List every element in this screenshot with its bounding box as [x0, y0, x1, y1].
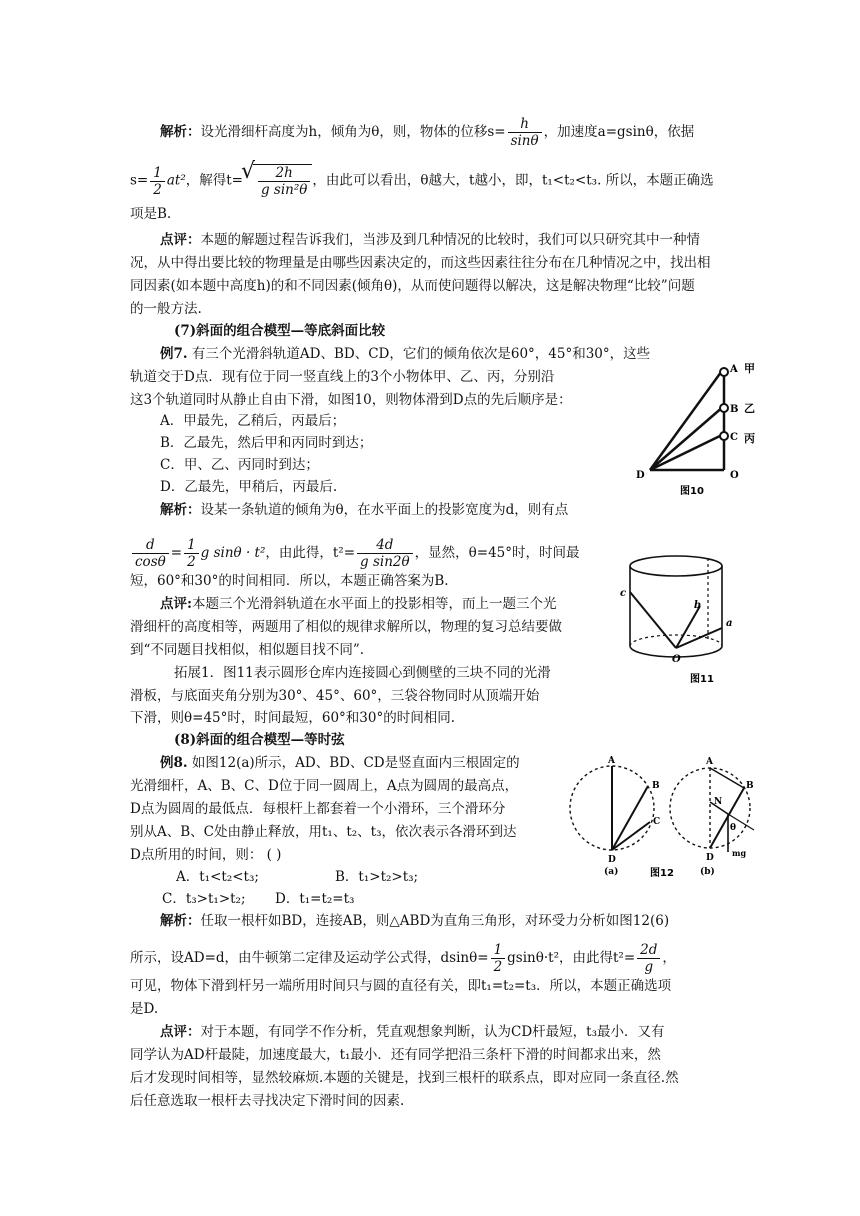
- solution6-line3: 项是B.: [130, 206, 172, 222]
- option-d: D．乙最先，甲稍后，丙最后.: [160, 479, 338, 495]
- solution6-line1: [160, 116, 760, 149]
- formula: g sinθ · t²: [200, 545, 266, 561]
- option-c: C．甲、乙、丙同时到达；: [160, 457, 319, 473]
- label: 例8.: [160, 755, 188, 771]
- denominator: g sin2θ: [360, 554, 410, 570]
- solution7-line1: [160, 499, 760, 521]
- section-heading-7: (7)斜面的组合模型—等底斜面比较: [174, 323, 386, 339]
- numerator: 1: [150, 165, 165, 182]
- label-B-b: B: [746, 781, 754, 791]
- label-A-a: A: [608, 756, 615, 766]
- label-c: c: [620, 588, 627, 599]
- label-D: D: [636, 470, 645, 481]
- option-b: B．t₁>t₂>t₃;: [335, 869, 419, 885]
- text: 如图12(a)所示，AD、BD、CD是竖直面内三根固定的: [191, 755, 520, 771]
- label-a: a: [726, 618, 733, 629]
- solution8-line4: 是D.: [130, 1001, 159, 1017]
- label: 点评:: [160, 596, 192, 612]
- denominator: g sin²θ: [260, 182, 308, 198]
- text: ，显然，θ=45°时，时间最: [414, 545, 580, 561]
- figure-11-caption: 图11: [690, 674, 714, 685]
- object-bing: [720, 432, 728, 440]
- label-B-a: B: [652, 781, 660, 791]
- figure-10: [628, 358, 760, 498]
- label-yi: 乙: [744, 402, 755, 415]
- numerator: 4d: [357, 537, 413, 554]
- denominator: 2: [187, 554, 196, 570]
- comment6-line4: 的一般方法.: [130, 301, 202, 317]
- text: 设某一条轨道的倾角为θ，在水平面上的投影宽度为d，则有点: [200, 502, 569, 518]
- label: 解析：: [160, 124, 201, 140]
- label-N: N: [714, 797, 723, 807]
- figure-11: [618, 546, 748, 688]
- rod-BD-a: [612, 786, 648, 850]
- label-O: O: [730, 470, 739, 481]
- sublabel-b: (b): [700, 867, 715, 877]
- sublabel-a: (a): [604, 867, 619, 877]
- numerator: 2d: [637, 942, 660, 959]
- denominator: cosθ: [135, 554, 166, 570]
- text: ，由此得，t²=: [265, 545, 356, 561]
- chord-AB-b: [710, 768, 744, 788]
- text: 本题的解题过程告诉我们，当涉及到几种情况的比较时，我们可以只研究其中一种情: [200, 232, 700, 248]
- comment6-line1: [160, 229, 760, 251]
- text: ，解得t=: [185, 172, 243, 189]
- solution8-line2: [130, 942, 730, 975]
- label: 解析：: [160, 913, 201, 929]
- formula: at²: [166, 172, 186, 189]
- text: gsinθ·t²，由此得t²=: [507, 950, 636, 966]
- comment8-line2: 同学认为AD杆最陡，加速度最大，t₁最小．还有同学把沿三条杆下滑的时间都求出来，然: [130, 1047, 661, 1063]
- text: ，由此可以看出，θ越大，t越小，即，t₁<t₂<t₃. 所以，本题正确选: [312, 172, 714, 189]
- fraction: [637, 942, 660, 975]
- board-c: [630, 592, 676, 648]
- comment8-line4: 后任意选取一根杆去寻找决定下滑时间的因素.: [130, 1093, 405, 1109]
- label: 解析：: [160, 502, 201, 518]
- label-A: A: [730, 364, 738, 375]
- example8-line5: D点所用的时间，则： ( ): [130, 847, 282, 863]
- label: 点评：: [160, 1024, 201, 1040]
- comment7-line3: 到“不同题目找相似，相似题目找不同”.: [130, 642, 365, 658]
- label-b: b: [694, 600, 701, 611]
- label-O: O: [672, 654, 681, 665]
- fraction: [491, 942, 506, 975]
- text: 对于本题，有同学不作分析，凭直观想象判断，认为CD杆最短，t₃最小．又有: [200, 1024, 665, 1040]
- board-a: [676, 628, 722, 648]
- label-A-b: A: [706, 757, 713, 767]
- text: 任取一根杆如BD，连接AB，则△ABD为直角三角形，对环受力分析如图12(6): [200, 913, 670, 929]
- figure-10-drawing: [628, 358, 760, 498]
- text: 本题三个光滑斜轨道在水平面上的投影相等，而上一题三个光: [191, 596, 557, 612]
- option-b: B．乙最先，然后甲和丙同时到达；: [160, 435, 373, 451]
- label: 点评：: [160, 232, 201, 248]
- extension1-line1: 拓展1．图11表示圆形仓库内连接圆心到侧壁的三块不同的光滑: [174, 665, 551, 681]
- solution7-line3: 短，60°和30°的时间相同．所以，本题正确答案为B.: [130, 573, 449, 589]
- fraction: [508, 116, 542, 149]
- label-theta: θ: [730, 823, 737, 833]
- denominator: g: [644, 959, 654, 975]
- label-jia: 甲: [744, 362, 755, 375]
- fraction: [258, 165, 310, 198]
- figure-12-caption: 图12: [650, 868, 674, 879]
- fraction: [184, 537, 199, 570]
- sqrt: [253, 164, 312, 198]
- fraction: [132, 537, 169, 570]
- track-BD: [650, 406, 724, 470]
- numerator: 1: [491, 942, 506, 959]
- option-a: A．t₁<t₂<t₃;: [176, 869, 259, 885]
- solution8-line3: 可见，物体下滑到杆另一端所用时间只与圆的直径有关，即t₁=t₂=t₃．所以，本题正确选项: [130, 978, 672, 994]
- text: s=: [130, 172, 149, 189]
- track-AD: [650, 368, 724, 470]
- denominator: sinθ: [510, 133, 539, 149]
- label-mg: mg: [732, 848, 747, 858]
- fraction: [150, 165, 165, 198]
- comment8-line1: [160, 1021, 760, 1043]
- option-c: C．t₃>t₁>t₂;: [162, 891, 246, 907]
- denominator: 2: [153, 181, 162, 198]
- fraction: [357, 537, 413, 570]
- rod-CD-a: [612, 822, 650, 850]
- object-yi: [720, 404, 728, 412]
- example7-line2: 轨道交于D点．现有位于同一竖直线上的3个小物体甲、乙、丙，分别沿: [130, 369, 555, 385]
- label-D-b: D: [706, 853, 714, 863]
- text: 设光滑细杆高度为h，倾角为θ，则，物体的位移s=: [200, 124, 506, 140]
- extension1-line2: 滑板，与底面夹角分别为30°、45°、60°，三袋谷物同时从顶端开始: [130, 688, 540, 704]
- figure-11-drawing: [618, 546, 748, 688]
- text: 所示，设AD=d，由牛顿第二定律及运动学公式得，dsinθ=: [130, 950, 489, 966]
- extension1-line3: 下滑，则θ=45°时，时间最短，60°和30°的时间相同.: [130, 710, 456, 726]
- text: ，: [662, 950, 676, 966]
- numerator: d: [132, 537, 169, 554]
- figure-10-caption: 图10: [680, 486, 704, 497]
- numerator: 1: [184, 537, 199, 554]
- label-C-a: C: [653, 817, 661, 827]
- text: =: [170, 545, 183, 561]
- section-heading-8: (8)斜面的组合模型—等时弦: [174, 732, 345, 748]
- figure-12-drawing: [568, 752, 760, 884]
- comment8-line3: 后才发现时间相等，显然较麻烦.本题的关键是，找到三根杆的联系点，即对应同一条直径.然: [130, 1070, 679, 1086]
- comment7-line2: 滑细杆的高度相等，两题用了相似的规律求解所以，物理的复习总结要做: [130, 619, 562, 635]
- label-D-a: D: [608, 855, 616, 865]
- label-B: B: [730, 404, 739, 415]
- option-d: D．t₁=t₂=t₃: [275, 891, 355, 907]
- comment6-line2: 况，从中得出要比较的物理量是由哪些因素决定的，而这些因素往往分布在几种情况之中，找出相: [130, 255, 711, 271]
- object-jia: [720, 368, 728, 376]
- example8-line3: D点为圆周的最低点．每根杆上都套着一个小滑环，三个滑环分: [130, 801, 506, 817]
- solution6-line2: [130, 164, 730, 198]
- numerator: h: [508, 116, 542, 133]
- example8-line2: 光滑细杆，A、B、C、D位于同一圆周上，A点为圆周的最高点，: [130, 778, 519, 794]
- example8-line4: 别从A、B、C处由静止释放，用t₁、t₂、t₃，依次表示各滑环到达: [130, 824, 517, 840]
- figure-12: [568, 752, 760, 884]
- text: ，加速度a=gsinθ，依据: [543, 124, 695, 140]
- option-a: A．甲最先，乙稍后，丙最后；: [160, 413, 346, 429]
- label-bing: 丙: [744, 432, 755, 445]
- solution8-line1: [160, 910, 760, 932]
- label-C: C: [730, 432, 738, 443]
- label: 例7.: [160, 346, 188, 362]
- denominator: 2: [493, 959, 503, 975]
- example7-line3: 这3个轨道同时从静止自由下滑，如图10，则物体滑到D点的先后顺序是：: [130, 392, 572, 408]
- numerator: √ 2h: [258, 165, 310, 182]
- text: 有三个光滑斜轨道AD、BD、CD，它们的倾角依次是60°，45°和30°，这些: [191, 346, 651, 362]
- comment6-line3: 同因素(如本题中高度h)的和不同因素(倾角θ)，从而使问题得以解决，这是解决物理“比较”问题: [130, 278, 695, 294]
